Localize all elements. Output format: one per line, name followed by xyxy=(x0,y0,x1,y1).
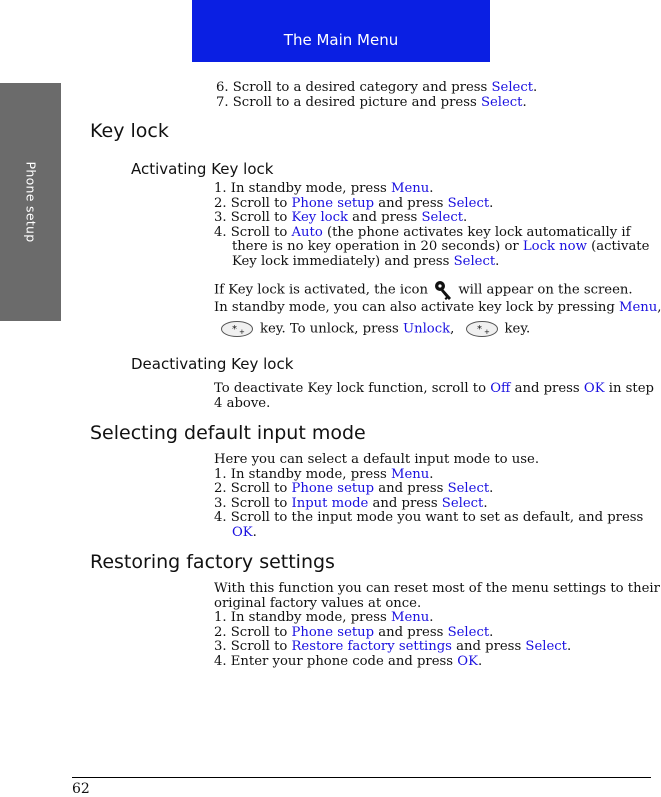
step-1: 1. In standby mode, press Menu. xyxy=(214,181,434,196)
footer-divider xyxy=(72,777,651,778)
step-2: 2. Scroll to Phone setup and press Select. xyxy=(214,481,494,496)
step-1: 1. In standby mode, press Menu. xyxy=(214,610,434,625)
svg-text:+: + xyxy=(239,327,245,336)
chapter-title: The Main Menu xyxy=(283,31,399,49)
step-4: 4. Scroll to Auto (the phone activates key lock automatically if xyxy=(214,224,631,240)
svg-text:*: * xyxy=(232,323,237,335)
key-lock-icon-note: If Key lock is activated, the icon will appear on the screen. xyxy=(214,279,614,301)
page-number: 62 xyxy=(72,781,90,797)
step-3: 3. Scroll to Restore factory settings and press Select. xyxy=(214,639,572,654)
input-mode-text: Here you can select a default input mode to use. 1. In standby mode, press Menu. 2. Scroll to Phone setup and press Select. 3. Scroll to Input mode and press Select. 4. Scroll to the input mode you want to set as default, and press OK. xyxy=(214,452,644,540)
step-6: 6. Scroll to a desired category and press Select. xyxy=(216,80,538,95)
step-4-cont2: Key lock immediately) and press Select. xyxy=(232,253,500,269)
subsection-title-deactivating: Deactivating Key lock xyxy=(131,355,294,373)
activating-steps xyxy=(214,181,650,269)
svg-text:+: + xyxy=(483,327,490,336)
section-title-factory-reset: Restoring factory settings xyxy=(90,551,335,573)
step-2: 2. Scroll to Phone setup and press Select. xyxy=(214,624,494,640)
step-3: 3. Scroll to Key lock and press Select. xyxy=(214,210,468,225)
step-3: 3. Scroll to Input mode and press Select. xyxy=(214,495,488,511)
step-4-cont: there is no key operation in 20 seconds) or Lock now (activate xyxy=(232,239,650,254)
step-2: 2. Scroll to Phone setup and press Select. xyxy=(214,195,494,211)
subsection-title-activating: Activating Key lock xyxy=(131,160,274,178)
deactivating-text: To deactivate Key lock function, scroll to Off and press OK in step 4 above. xyxy=(214,381,654,411)
intro-steps xyxy=(216,81,616,110)
star-key-icon xyxy=(465,320,499,338)
key-lock-icon xyxy=(432,279,454,301)
alt-activation-note: In standby mode, you can also activate key lock by pressing Menu * + key. To unlock, press Unlock, * + key. xyxy=(214,300,658,336)
step-1: 1. In standby mode, press Menu. xyxy=(214,466,434,482)
section-side-tab xyxy=(0,83,61,321)
step-4-cont: OK. xyxy=(232,524,257,540)
step-7: 7. Scroll to a desired picture and press Select. xyxy=(216,94,527,110)
svg-text:*: * xyxy=(476,323,482,335)
section-title-input-mode: Selecting default input mode xyxy=(90,422,366,444)
step-4: 4. Scroll to the input mode you want to set as default, and press xyxy=(214,510,644,525)
section-title-key-lock: Key lock xyxy=(90,120,169,142)
side-tab-label: Phone setup xyxy=(23,161,38,243)
step-4: 4. Enter your phone code and press OK. xyxy=(214,653,483,669)
chapter-header xyxy=(192,0,490,62)
star-key-icon xyxy=(220,320,254,338)
factory-reset-text: With this function you can reset most of the menu settings to their original factory values at once. 1. In standby mode, press Menu. 2. Scroll to Phone setup and press Select. 3. Scroll to Restore factory settings and press Select. 4. Enter your phone code and press OK. xyxy=(214,581,660,669)
